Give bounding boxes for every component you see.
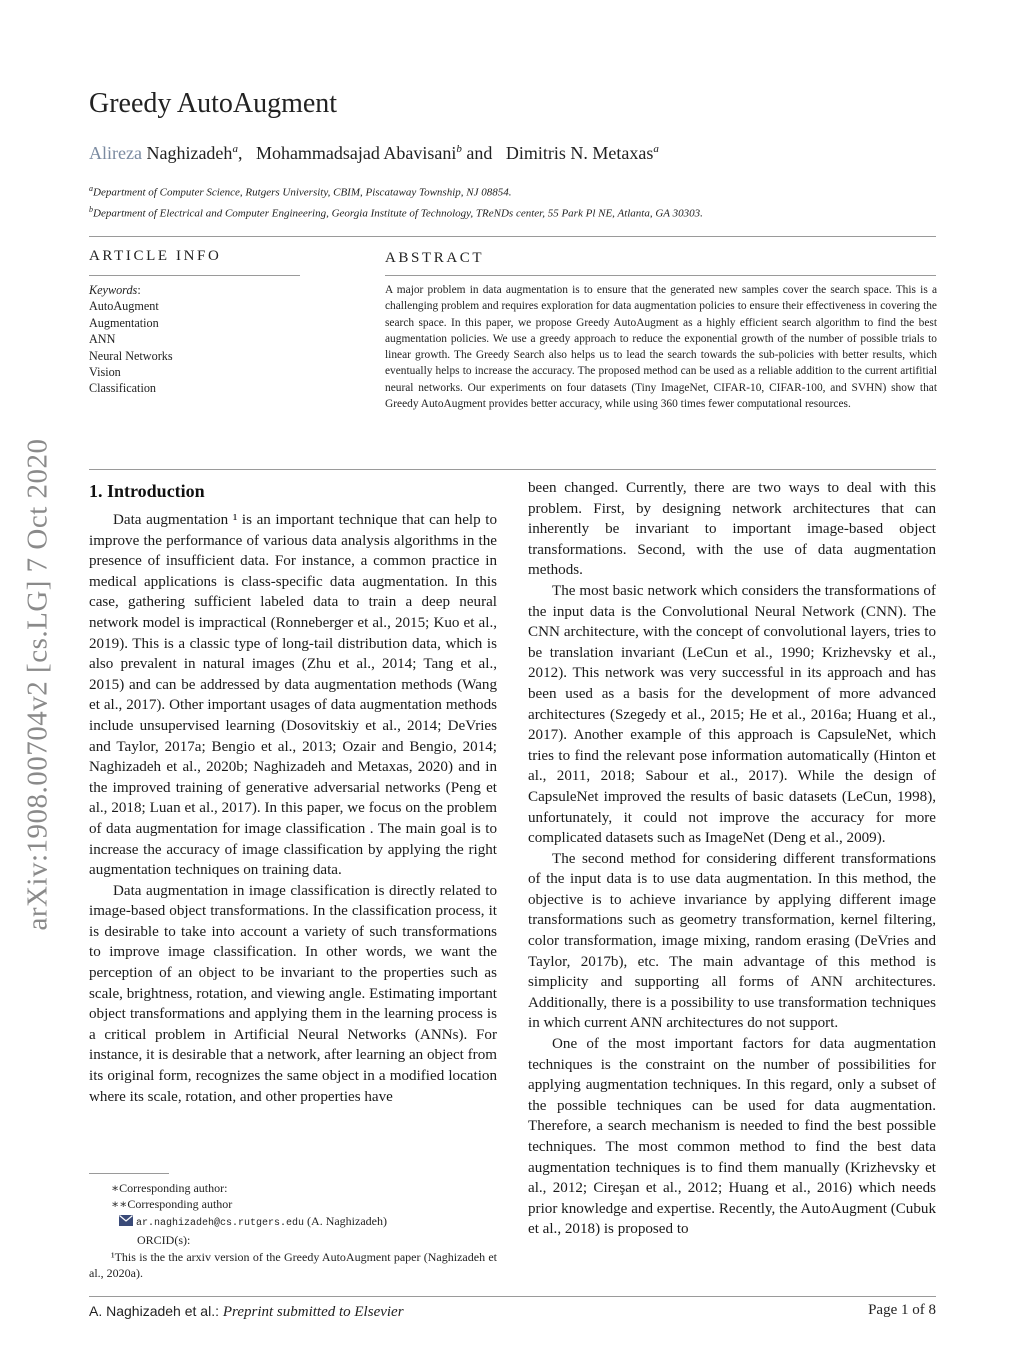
footer-left — [89, 1303, 404, 1321]
paragraph: One of the most important factors for data augmentation techniques is the constraint on the number of possibilities for applying augmentation techniques. In this regard, only a subset of the possible techniques can be used for data augmentation. Therefore, a search mechanism is needed to find the best possible techniques. The most common method to find the best data augmentation techniques is to find them manually (Krizhevsky et al., 2012; Cireşan et al., 2012; Huang et al., 2016) which needs prior knowledge and expertise. Recently, the AutoAugment (Cubuk et al., 2018) is proposed to — [528, 1036, 936, 1238]
keyword-item: Neural Networks — [89, 348, 173, 363]
paragraph: Data augmentation in image classification is directly related to image-based object transformations. In the classification process, it is desirable to take into account a variety of such transformations to improve image classification. In other words, we want the perception of an object to be invariant to the properties such as scale, brightness, rotation, and viewing angle. Estimating important object transformations and applying them in the learning process is a critical problem in Artificial Neural Networks (ANNs). For instance, it is desirable that a network, after learning an object from its original form, recognizes the same object in a modified location where its scale, rotation, and other properties have — [89, 882, 497, 1105]
author-list: Alireza Naghizadeh$^a$, Mohammadsajad Abavisani$^b$ and Dimitris N. Metaxas$^a$ — [89, 143, 659, 163]
keyword-item: AutoAugment — [89, 299, 159, 314]
article-info-heading: ARTICLE INFO — [89, 248, 222, 264]
author-affil-mark: a — [232, 143, 238, 155]
author-first-name[interactable]: Alireza — [89, 143, 142, 163]
affiliation — [89, 205, 703, 220]
email-owner: (A. Naghizadeh) — [307, 1213, 387, 1228]
author-affil-mark: a — [653, 143, 659, 155]
footnote-divider — [89, 1173, 169, 1174]
affiliation-text: Department of Electrical and Computer Engineering, Georgia Institute of Technology, TReNDs center, 55 Park Pl NE, Atlanta, GA 30303. — [93, 207, 703, 220]
article-info-divider — [89, 275, 300, 276]
footnote-orcid: ORCID(s): — [137, 1233, 191, 1248]
footnotes — [89, 1180, 497, 1281]
paragraph: The most basic network which considers the transformations of the input data is the Convolutional Neural Network (CNN). The CNN architecture, with the concept of convolutional layers, tries to be translation invariant (LeCun et al., 1990; Krizhevsky et al., 2012). This network was very successful in its approach and has been used as a basis for the development of more advanced architectures (Szegedy et al., 2015; He et al., 2016a; Huang et al., 2017). Another example of this approach is CapsuleNet, which tries to find the relevant pose information automatically (Hinton et al., 2011, 2018; Sabour et al., 2017). While the design of CapsuleNet improved the results of basic datasets (LeCun, 1998), unfortunately, it could not improve the accuracy for more complicated datasets such as ImageNet (Deng et al., 2009). — [528, 582, 936, 847]
right-column — [528, 478, 936, 1240]
affiliation-mark: a — [89, 184, 93, 193]
abstract-divider — [385, 275, 936, 276]
paragraph: Data augmentation ¹ is an important technique that can help to improve the performance of various data analysis algorithms in the presence of insufficient data. For instance, a common practice in medical applications is class-specific data augmentation. In this case, gathering sufficient labeled data to train a deep neural network model is impractical (Ronneberger et al., 2015; Kuo et al., 2019). This is a classic type of long-tail distribution data, which is also prevalent in natural images (Zhu et al., 2014; Tang et al., 2015) and can be addressed by data augmentation methods (Wang et al., 2017). Other important usages of data augmentation methods include unsupervised learning (Dosovitskiy et al., 2014; DeVries and Taylor, 2017a; Bengio et al., 2013; Ozair and Bengio, 2014; Naghizadeh et al., 2020b; Naghizadeh and Metaxas, 2020) and in the improved training of generative adversarial networks (Peng et al., 2018; Luan et al., 2017). In this paper, we focus on the problem of data augmentation for image classification . The main goal is to increase the accuracy of image classification by applying the right augmentation techniques on training data. — [89, 512, 497, 879]
section-heading: 1. Introduction — [89, 481, 205, 501]
header-divider — [89, 236, 936, 237]
paper-title: Greedy AutoAugment — [89, 88, 338, 119]
footnote-corresponding: ∗∗Corresponding author — [111, 1197, 233, 1212]
author-name: Dimitris N. Metaxas — [505, 143, 654, 163]
paragraph: been changed. Currently, there are two ways to deal with this problem. First, by designing network architectures that can inherently be invariant to important image-based object transformations. Second, with the use of data augmentation methods. — [528, 480, 936, 579]
abstract-bottom-divider — [89, 469, 936, 470]
email-icon — [119, 1214, 133, 1230]
footnote-email-line — [89, 1213, 497, 1232]
arxiv-side-stamp: arXiv:1908.00704v2 [cs.LG] 7 Oct 2020 — [21, 438, 54, 931]
author-conjunction: and — [466, 143, 493, 163]
paragraph: The second method for considering different transformations of the input data is to use data augmentation. In this method, the objective is to achieve invariance by applying different image transformations such as geometry transformation, kernel filtering, color transformation, image mixing, random erasing (DeVries and Taylor, 2017b), etc. The main advantage of this method is simplicity and supporting all forms of ANN architectures. Additionally, there is a possibility to use transformation techniques in which current ANN architectures do not support. — [528, 850, 936, 1032]
keywords-list: Keywords: AutoAugment Augmentation ANN Neural Networks Vision Classification — [89, 283, 173, 396]
footer-note: Preprint submitted to Elsevier — [222, 1304, 404, 1320]
author-last-name: Naghizadeh — [146, 143, 233, 163]
affiliation-mark: b — [89, 205, 93, 214]
footer-author: A. Naghizadeh et al.: — [89, 1303, 219, 1319]
left-column — [89, 510, 497, 1107]
keyword-item: Vision — [89, 365, 121, 380]
keyword-item: Augmentation — [89, 315, 159, 330]
author-affil-mark: b — [456, 143, 462, 155]
footnote-corresponding: ∗Corresponding author: — [111, 1181, 228, 1195]
affiliation — [89, 184, 511, 199]
page-number: Page 1 of 8 — [868, 1302, 936, 1318]
footer-divider — [89, 1296, 936, 1297]
affiliation-text: Department of Computer Science, Rutgers University, CBIM, Piscataway Township, NJ 08854. — [93, 186, 512, 199]
keyword-item: Classification — [89, 381, 157, 396]
email-link[interactable]: ar.naghizadeh@cs.rutgers.edu — [136, 1217, 305, 1229]
keywords-label: Keywords — [89, 283, 138, 297]
abstract-heading: ABSTRACT — [385, 250, 485, 266]
author-name: Mohammadsajad Abavisani — [255, 143, 457, 163]
footnote-text: ¹This is the the arxiv version of the Greedy AutoAugment paper (Naghizadeh et al., 2020a). — [89, 1249, 497, 1281]
keyword-item: ANN — [89, 332, 116, 347]
abstract-text: A major problem in data augmentation is to ensure that the generated new samples cover the search space. This is a challenging problem and requires exploration for data augmentation policies to ensure their effectiveness in covering the search space. In this paper, we propose Greedy AutoAugment as a highly efficient search algorithm to find the best augmentation policies. We use a greedy approach to reduce the exponential growth of the number of possible trials to linear growth. The Greedy Search also helps us to lead the search towards the sub-policies with better results, which eventually helps to increase the accuracy. The proposed method can be used as a reliable addition to the current artifitial neural networks. Our experiments on four datasets (Tiny ImageNet, CIFAR-10, CIFAR-100, and SVHN) show that Greedy AutoAugment provides better accuracy, while using 360 times fewer computational resources. — [385, 284, 937, 411]
